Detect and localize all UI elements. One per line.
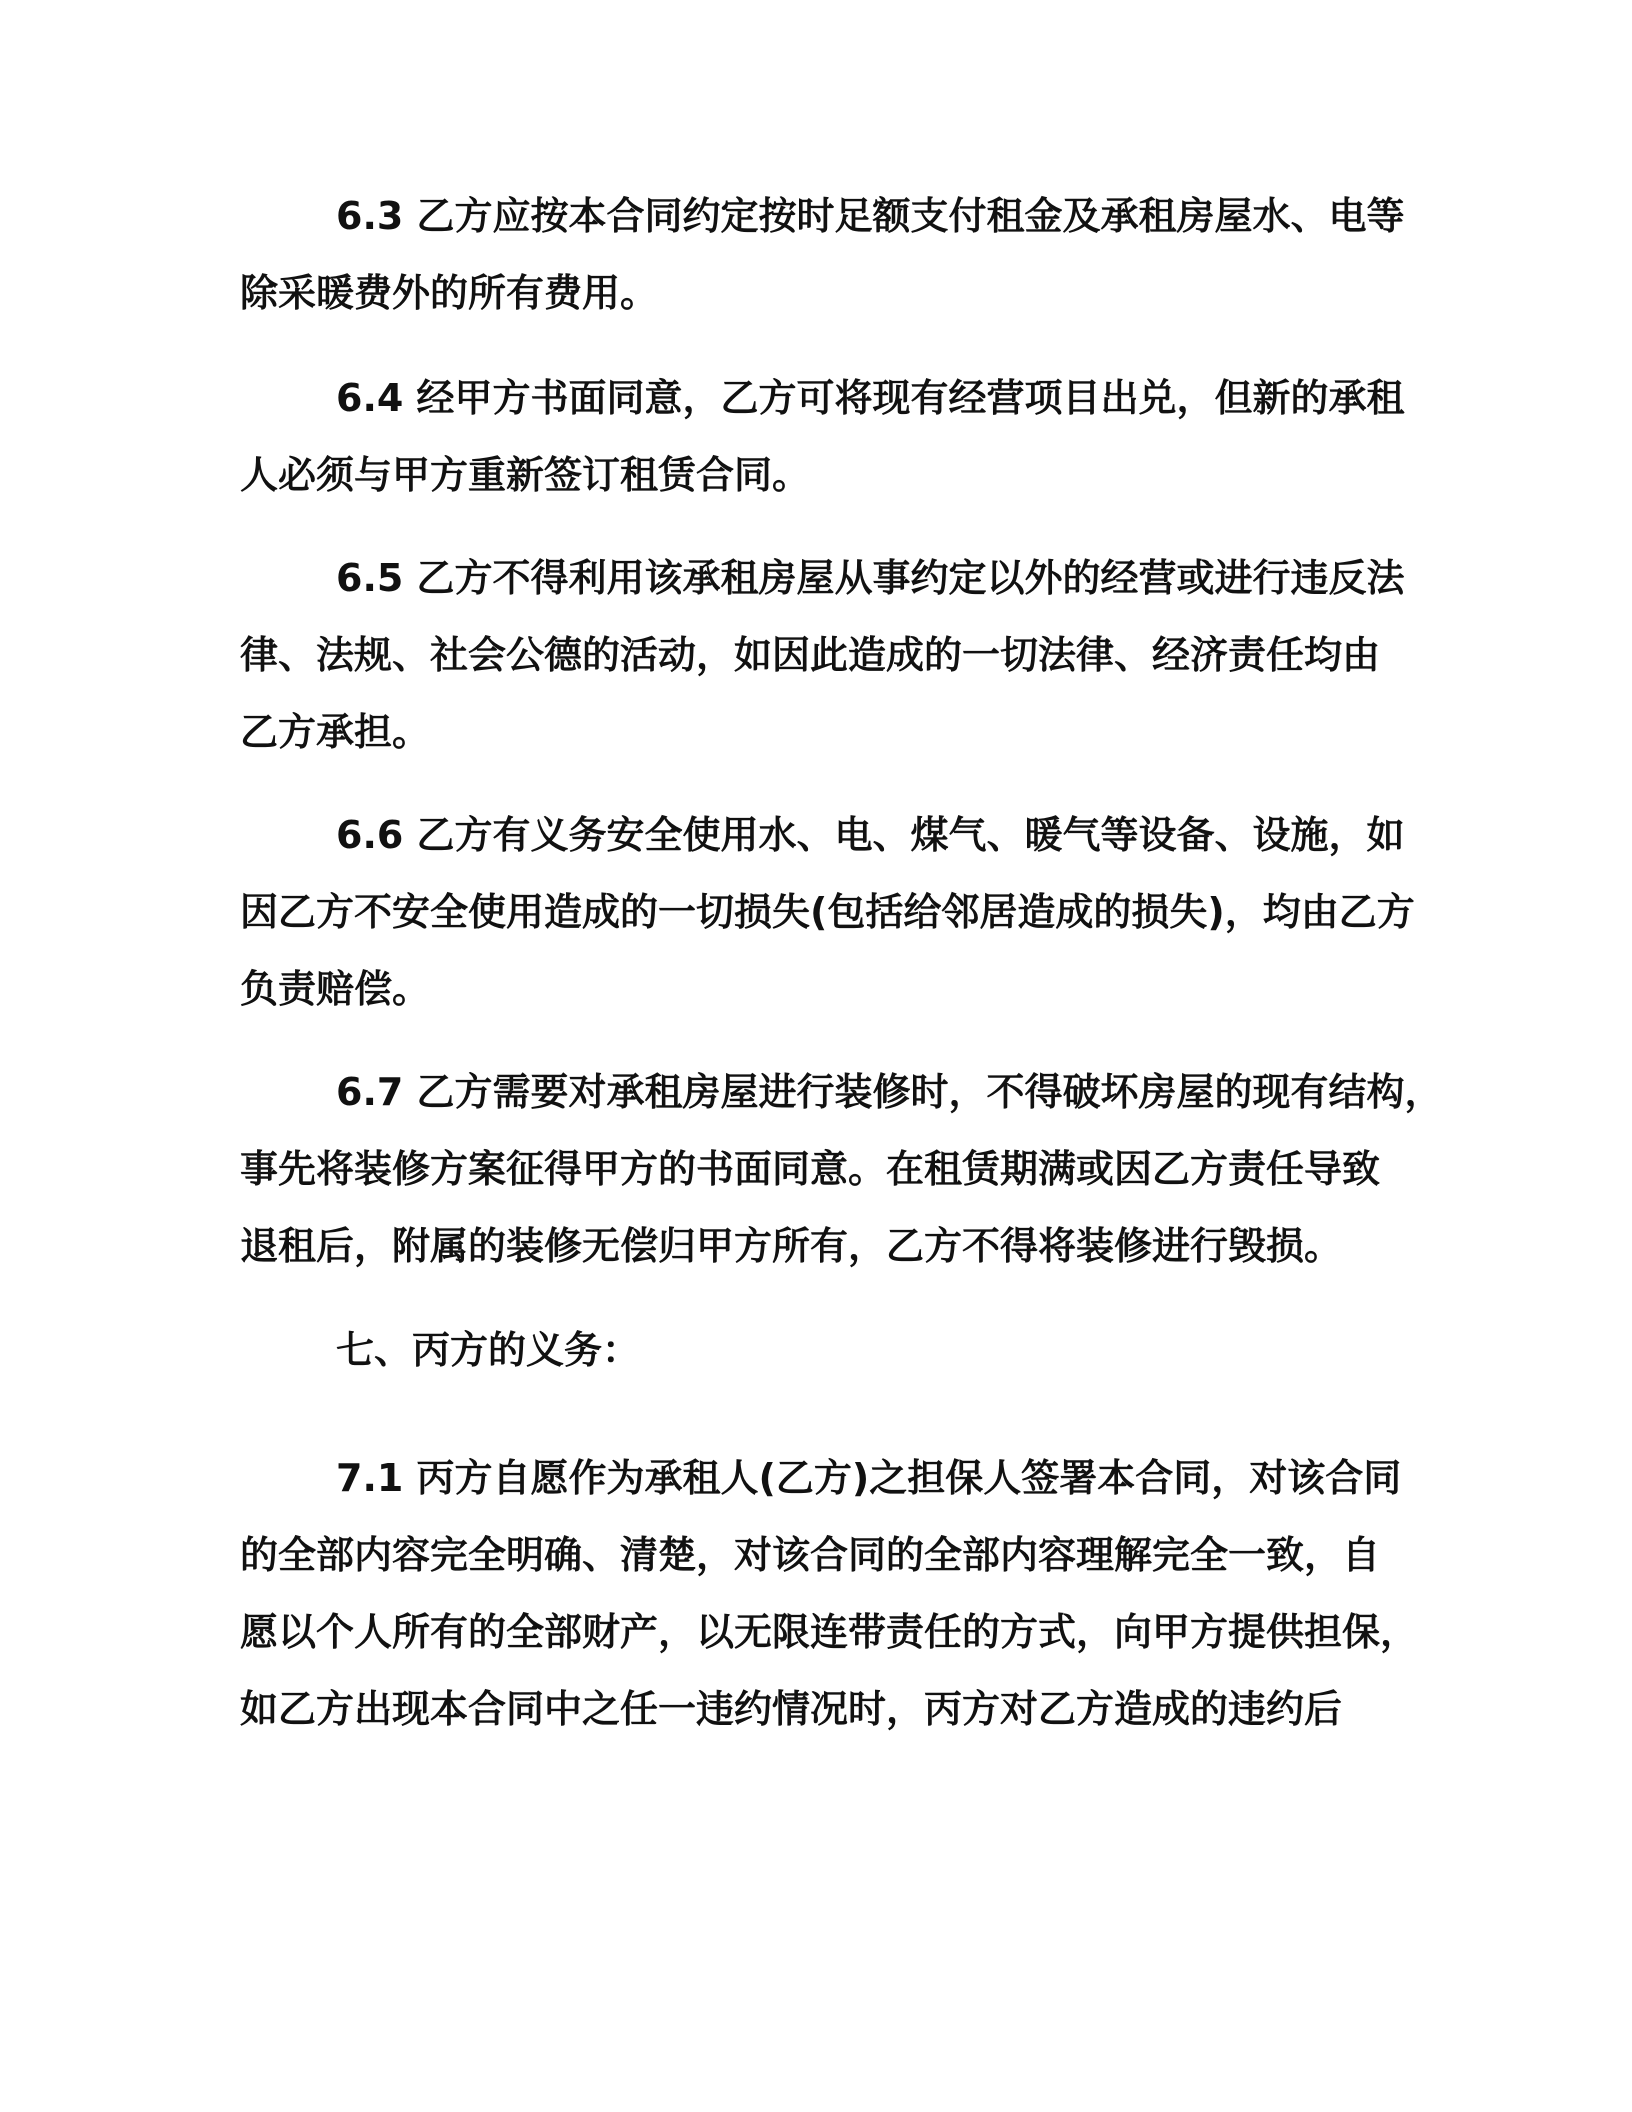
clause-line: 愿以个人所有的全部财产，以无限连带责任的方式，向甲方提供担保，	[240, 1610, 1419, 1654]
clause-line: 因乙方不安全使用造成的一切损失(包括给邻居造成的损失)，均由乙方	[240, 890, 1415, 934]
clause-6-6	[240, 797, 1415, 1028]
clause-line: 6.3 乙方应按本合同约定按时足额支付租金及承租房屋水、电等	[336, 194, 1405, 238]
clause-6-4	[240, 360, 1405, 514]
clause-7-1	[240, 1440, 1418, 1748]
clause-line: 负责赔偿。	[240, 967, 431, 1011]
clause-line: 7.1 丙方自愿作为承租人(乙方)之担保人签署本合同，对该合同	[336, 1456, 1402, 1500]
clause-line: 6.4 经甲方书面同意，乙方可将现有经营项目出兑，但新的承租	[336, 376, 1405, 420]
clause-line: 乙方承担。	[240, 710, 431, 754]
clause-line: 除采暖费外的所有费用。	[240, 271, 659, 315]
clause-line: 事先将装修方案征得甲方的书面同意。在租赁期满或因乙方责任导致	[240, 1147, 1381, 1191]
clause-line: 6.5 乙方不得利用该承租房屋从事约定以外的经营或进行违反法	[336, 556, 1405, 600]
clause-line: 如乙方出现本合同中之任一违约情况时，丙方对乙方造成的违约后	[240, 1687, 1343, 1731]
section-heading-7	[240, 1312, 640, 1389]
clause-6-5	[240, 540, 1405, 771]
clause-line: 退租后，附属的装修无偿归甲方所有，乙方不得将装修进行毁损。	[240, 1224, 1343, 1268]
section-heading: 七、丙方的义务：	[336, 1328, 641, 1372]
clause-6-7	[240, 1054, 1443, 1285]
clause-line: 6.6 乙方有义务安全使用水、电、煤气、暖气等设备、设施，如	[336, 813, 1405, 857]
clause-6-3	[240, 178, 1405, 332]
clause-line: 6.7 乙方需要对承租房屋进行装修时，不得破坏房屋的现有结构，	[336, 1070, 1443, 1114]
clause-line: 的全部内容完全明确、清楚，对该合同的全部内容理解完全一致，自	[240, 1533, 1381, 1577]
clause-line: 人必须与甲方重新签订租赁合同。	[240, 453, 811, 497]
clause-line: 律、法规、社会公德的活动，如因此造成的一切法律、经济责任均由	[240, 633, 1381, 677]
